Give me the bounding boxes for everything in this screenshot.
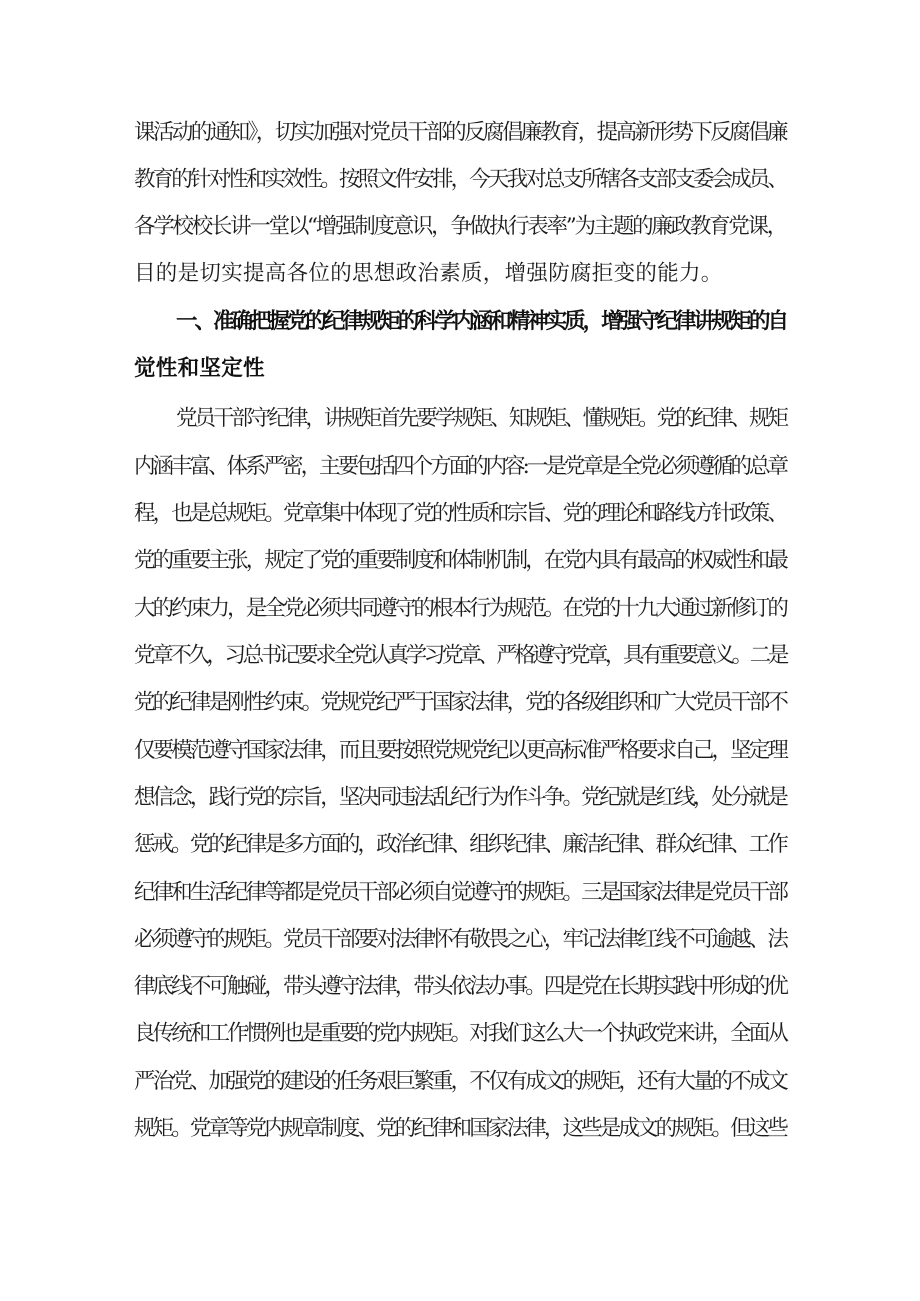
body-line: 严治党、加强党的建设的任务艰巨繁重，不仅有成文的规矩，还有大量的不成文: [134, 1069, 786, 1094]
intro-line: 目的是切实提高各位的思想政治素质，增强防腐拒变的能力。: [134, 261, 723, 286]
body-line: 党章不久，习总书记要求全党认真学习党章、严格遵守党章，具有重要意义。二是: [134, 643, 786, 668]
body-line: 律底线不可触碰，带头遵守法律，带头依法办事。四是党在长期实践中形成的优: [134, 974, 786, 999]
intro-line: 教育的针对性和实效性。按照文件安排，今天我对总支所辖各支部支委会成员、: [134, 167, 786, 192]
section-heading-line: 一、准确把握党的纪律规矩的科学内涵和精神实质，增强守纪律讲规矩的自: [176, 309, 786, 334]
body-line: 程，也是总规矩。党章集中体现了党的性质和宗旨、党的理论和路线方针政策、: [134, 501, 786, 526]
intro-line: 课活动的通知》，切实加强对党员干部的反腐倡廉教育，提高新形势下反腐倡廉: [134, 120, 786, 145]
body-line: 想信念，践行党的宗旨，坚决同违法乱纪行为作斗争。党纪就是红线，处分就是: [134, 785, 786, 810]
body-line: 良传统和工作惯例也是重要的党内规矩。对我们这么大一个执政党来讲，全面从: [134, 1021, 786, 1046]
body-line: 内涵丰富、体系严密，主要包括四个方面的内容:一是党章是全党必须遵循的总章: [134, 454, 786, 479]
body-line: 必须遵守的规矩。党员干部要对法律怀有敬畏之心，牢记法律红线不可逾越、法: [134, 927, 786, 952]
body-line: 党的重要主张，规定了党的重要制度和体制机制，在党内具有最高的权威性和最: [134, 548, 786, 573]
section-heading-line: 觉性和坚定性: [134, 356, 265, 381]
body-line: 大的约束力，是全党必须共同遵守的根本行为规范。在党的十九大通过新修订的: [134, 596, 786, 621]
body-line: 党员干部守纪律，讲规矩首先要学规矩、知规矩、懂规矩。党的纪律、规矩: [176, 406, 786, 431]
body-line: 惩戒。党的纪律是多方面的，政治纪律、组织纪律、廉洁纪律、群众纪律、工作: [134, 832, 786, 857]
body-line: 仅要模范遵守国家法律，而且要按照党规党纪以更高标准严格要求自己，坚定理: [134, 738, 786, 763]
intro-line: 各学校校长讲一堂以“增强制度意识，争做执行表率”为主题的廉政教育党课，: [134, 214, 786, 239]
body-line: 规矩。党章等党内规章制度、党的纪律和国家法律，这些是成文的规矩。但这些: [134, 1116, 786, 1141]
body-line: 党的纪律是刚性约束。党规党纪严于国家法律，党的各级组织和广大党员干部不: [134, 690, 786, 715]
body-line: 纪律和生活纪律等都是党员干部必须自觉遵守的规矩。三是国家法律是党员干部: [134, 880, 786, 905]
